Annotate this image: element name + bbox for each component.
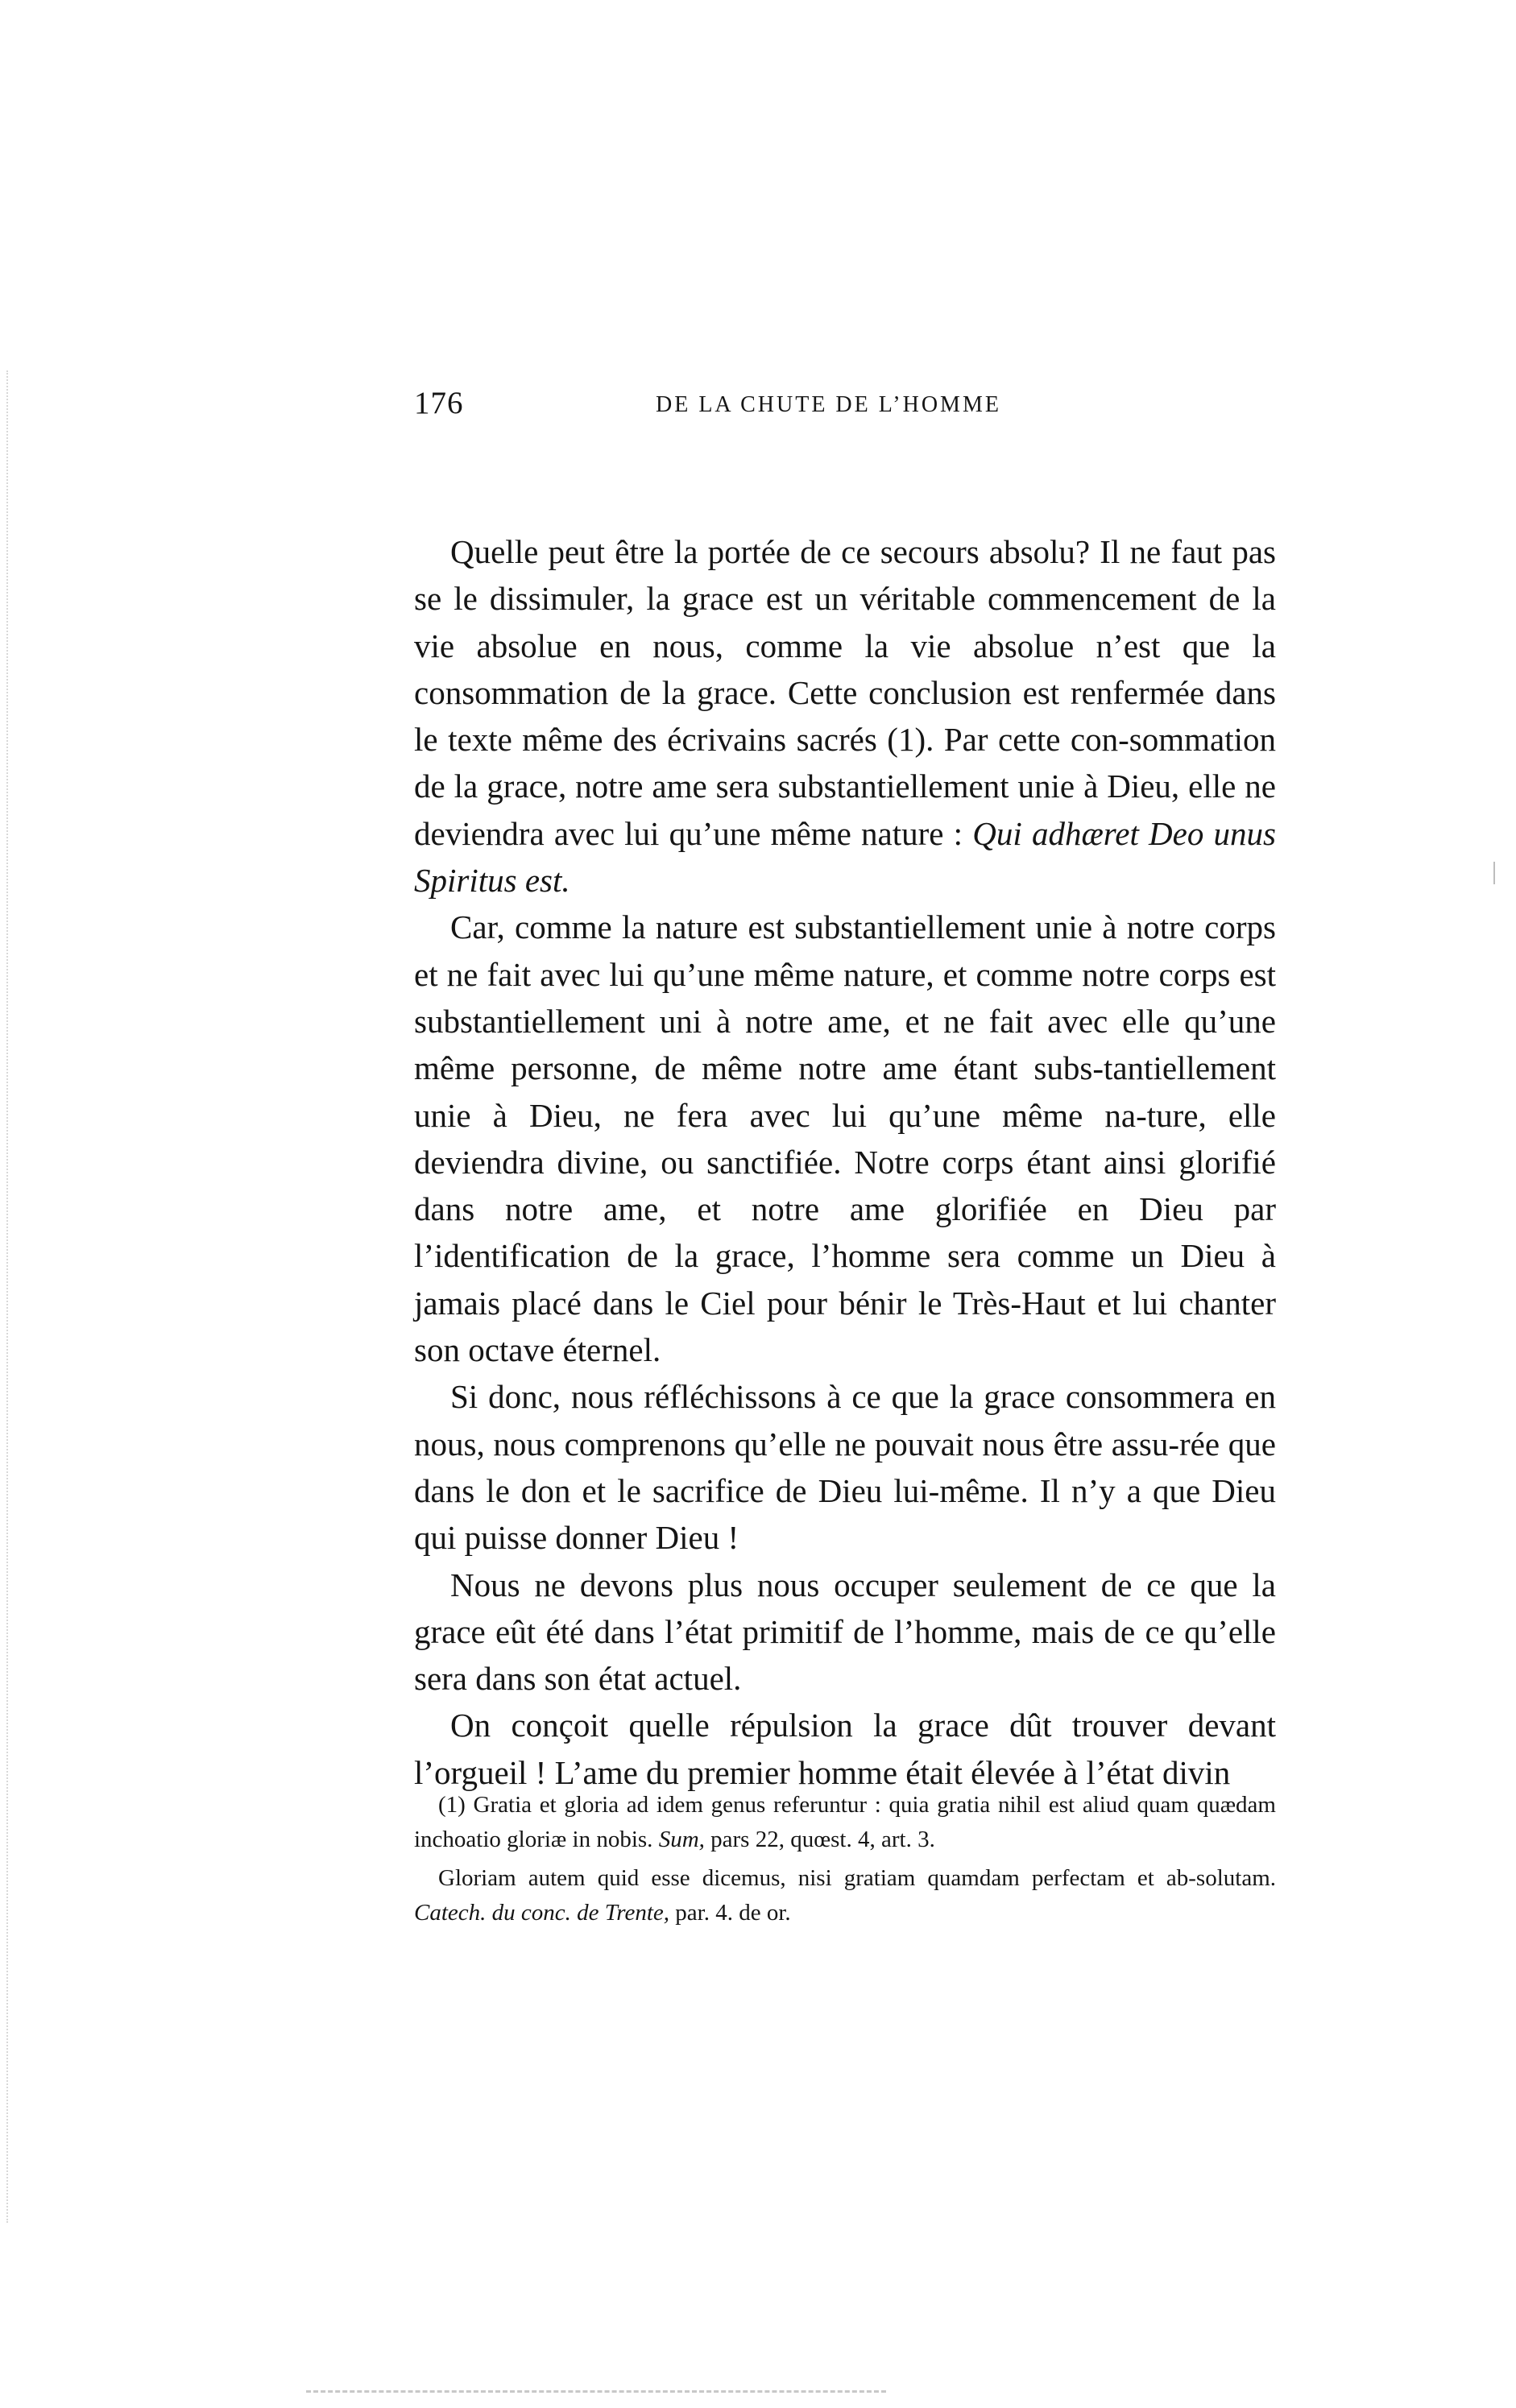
- bottom-scan-artifact: [306, 2390, 886, 2396]
- footnotes: [414, 1788, 1276, 1934]
- page-header: [414, 385, 1276, 433]
- paragraph-1-text: Quelle peut être la portée de ce secours absolu? Il ne faut pas se le dissimuler, la grace est un véritable commencement de la vie absolue en nous, comme la vie absolue n’est que la consommation de la grace. Cette conclusion est renfermée dans le texte même des écrivains sacrés (1). Par cette con-sommation de la grace, notre ame sera substantiellement unie à Dieu, elle ne deviendra avec lui qu’une même nature :: [414, 533, 1276, 852]
- latin-quotation: Qui adhæret Deo unus Spiritus est.: [414, 814, 1276, 900]
- running-title: DE LA CHUTE DE L’HOMME: [656, 392, 1001, 417]
- paragraph-4: Nous ne devons plus nous occuper seulement de ce que la grace eût été dans l’état primitif de l’homme, mais de ce qu’elle sera dans son état actuel.: [414, 1566, 1276, 1698]
- footnote-2-reference: par. 4. de or.: [669, 1899, 791, 1926]
- main-text: [414, 528, 1276, 1796]
- paragraph-5: On conçoit quelle répulsion la grace dût trouver devant l’orgueil ! L’ame du premier homme était élevée à l’état divin: [414, 1707, 1276, 1791]
- footnote-1: [414, 1788, 1276, 1856]
- left-page-edge: [6, 370, 10, 2223]
- footnote-2-source: Catech. du conc. de Trente,: [414, 1899, 670, 1926]
- footnote-2: [414, 1861, 1276, 1930]
- footnote-2-text: Gloriam autem quid esse dicemus, nisi gratiam quamdam perfectam et ab-solutam.: [438, 1865, 1276, 1891]
- paragraph-2: Car, comme la nature est substantiellement unie à notre corps et ne fait avec lui qu’une même nature, et comme notre corps est substantiellement uni à notre ame, et ne fait avec elle qu’une même personne, de même notre ame étant subs-tantiellement unie à Dieu, ne fera avec lui qu’une même na-ture, elle deviendra divine, ou sanctifiée. Notre corps étant ainsi glorifié dans notre ame, et notre ame glorifiée en Dieu par l’identification de la grace, l’homme sera comme un Dieu à jamais placé dans le Ciel pour bénir le Très-Haut et lui chanter son octave éternel.: [414, 908, 1276, 1369]
- right-margin-mark: [1493, 862, 1495, 884]
- footnote-1-reference: pars 22, quœst. 4, art. 3.: [704, 1826, 935, 1852]
- footnote-1-text: (1) Gratia et gloria ad idem genus referuntur : quia gratia nihil est aliud quam quædam inchoatio gloriæ in nobis.: [414, 1792, 1276, 1852]
- footnote-1-source: Sum,: [658, 1826, 705, 1852]
- paragraph-1: [414, 528, 1276, 904]
- paragraph-3: Si donc, nous réfléchissons à ce que la grace consommera en nous, nous comprenons qu’elle ne pouvait nous être assu-rée que dans le don et le sacrifice de Dieu lui-même. Il n’y a que Dieu qui puisse donner Dieu !: [414, 1378, 1276, 1557]
- page-number: 176: [414, 386, 464, 420]
